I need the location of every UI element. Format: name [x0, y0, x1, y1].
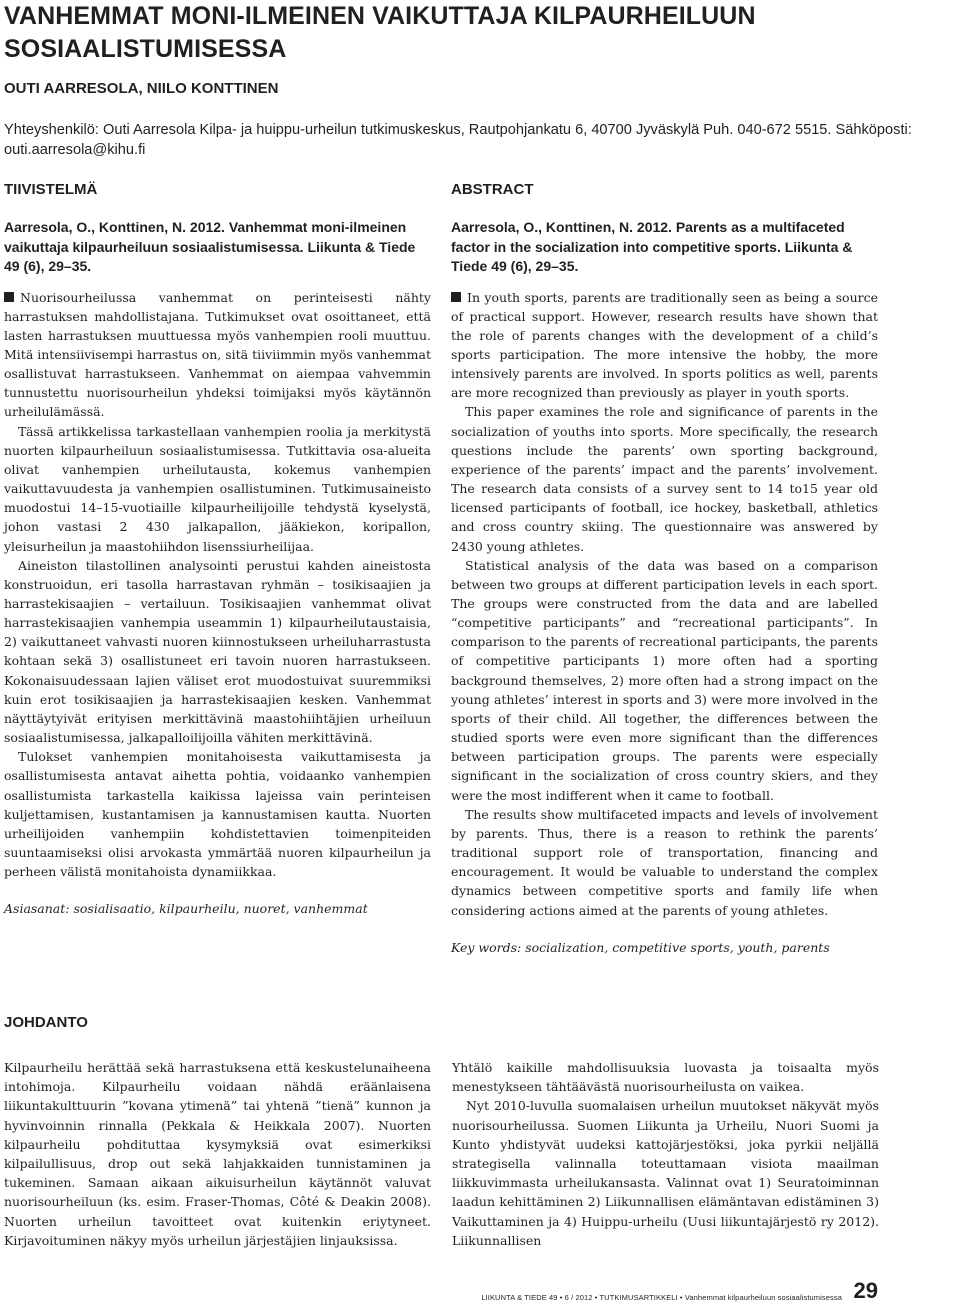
article-title: VANHEMMAT MONI-ILMEINEN VAIKUTTAJA KILPAURHEILUUN SOSIAALISTUMISESSA [4, 2, 756, 63]
abstract-paragraph: This paper examines the role and significance of parents in the socialization of youths into sports. More specifically, the research questions include the parents’ own sporting background, experience of the parents’ impact and the parents’ involvement. The research data consists of a survey sent to 14 to15 year old licensed participants of football, ice hockey, basketball, athletics and cross country skiing. The questionnaire was answered by 2430 young athletes. [451, 404, 878, 554]
tiivistelma-paragraph: Nuorisourheilussa vanhemmat on perinteisesti nähty harrastuksen mahdollistajana. Tutkimukset ovat osoittaneet, että lasten harrastuksen muuttuessa myös vanhempien rooli muuttuu. Mitä intensiivisempi harrastus on, sitä tiiviimmin myös vanhemmat osallistuvat harrastukseen. Vanhemmat on aiempaa vahvemmin tunnustettu nuorisourheilun yhdeksi toimijaksi myös käytännön urheilulämässä. [4, 289, 431, 420]
abstract-citation: Aarresola, O., Konttinen, N. 2012. Parents as a multifaceted factor in the socialization into competitive sports. Liikunta & Tiede 49 (6), 29–35. [451, 219, 853, 274]
tiivistelma-paragraph: Tässä artikkelissa tarkastellaan vanhempien roolia ja merkitystä nuorten kilpaurheiluun sosiaalistumisessa. Tutkittavia osa-alueita olivat vanhempien urheilutausta, kokemus vanhempien vaikuttavuudesta ja vanhempien osallistuminen. Tutkimusaineisto muodostui 14–15-vuotiaille kilpaurheilijoille tehdystä kyselystä, johon vastasi 2 430 jalkapallon, jääkiekon, koripallon, yleisurheilun ja maastohiihdon lisenssiurheilijaa. [4, 423, 431, 554]
johdanto-heading: JOHDANTO [4, 1014, 88, 1031]
abstract-paragraph: In youth sports, parents are traditionally seen as being a source of practical support. However, research results have shown that the role of parents changes with the development of a child’s sports participation. The more intensive the hobby, the more intensively parents are involved. In sports politics as well, parents are more recognized than previously as player in youth sports. [451, 289, 878, 401]
page-number: 29 [853, 1278, 878, 1303]
abstract-paragraph: The results show multifaceted impacts and levels of involvement by parents. Thus, there is a reason to rethink the parents’ traditional support role of transportation, financing and encouragement. It would be valuable to understand the complex dynamics between competitive sports and family life when considering actions aimed at the parents of young athletes. [451, 806, 878, 918]
johdanto-right-column [452, 1058, 879, 1250]
tiivistelma-paragraph: Tulokset vanhempien monitahoisesta vaikuttamisesta ja osallistumisesta antavat aihetta pohtia, voidaanko vanhempien osallistumista tarkastella kaikissa lajeissa vain perinteisen kuljettamisen, kustantamisen ja kannustamisen kautta. Nuorten urheilijoiden vanhempiin kohdistettavien toimenpiteiden suuntaamiseksi olisi arvokasta ymmärtää nuoren kilpaurheilun ja perheen välistä monitahoista dynamiikkaa. [4, 749, 431, 880]
johdanto-left-column [4, 1058, 431, 1250]
authors: OUTI AARRESOLA, NIILO KONTTINEN [4, 80, 279, 97]
tiivistelma-citation: Aarresola, O., Konttinen, N. 2012. Vanhemmat moni-ilmeinen vaikuttaja kilpaurheiluun sosiaalistumisessa. Liikunta & Tiede 49 (6), 29–35. [4, 219, 416, 274]
contact-info: Yhteyshenkilö: Outi Aarresola Kilpa- ja huippu-urheilun tutkimuskeskus, Rautpohjankatu 6, 40700 Jyväskylä Puh. 040-672 5515. Sähköposti: outi.aarresola@kihu.fi [4, 122, 912, 158]
tiivistelma-column [4, 180, 431, 918]
abstract-paragraph: Statistical analysis of the data was based on a comparison between two groups at different participation levels in each sport. The groups were constructed from the data and are labelled “competitive participants” and “recreational participants”. In comparison to the parents of recreational participants, the parents of competitive participants 1) more often had a sporting background themselves, 2) more often had a strong impact on the young athletes’ interest in sports and 3) were more involved in the sports of their child. All together, the differences between the studied sports were even more significant than the differences between participation groups. The parents were especially significant in the socialization of cross country skiers, and they were the most indifferent when it came to football. [451, 557, 878, 803]
tiivistelma-keywords: Asiasanat: sosialisaatio, kilpaurheilu, nuoret, vanhemmat [4, 901, 368, 917]
abstract-keywords: Key words: socialization, competitive sports, youth, parents [451, 939, 830, 955]
johdanto-paragraph: Kilpaurheilu herättää sekä harrastuksena että keskustelunaiheena intohimoja. Kilpaurheilu voidaan nähdä eräänlaisena liikuntakulttuurin ”kovana ytimenä” tai yhtenä ”tienä” kunnon ja hyvinvoinnin rinnalla (Pekkala & Heikkala 2007). Nuorten kilpaurheilu pohdituttaa kysymyksiä ovat esimerkiksi kilpailullisuus, drop out sekä lahjakkaiden tunnistaminen ja tukeminen. Samaan aikaan aikuisurheilun käytännöt valuvat nuorisourheiluun (ks. esim. Fraser-Thomas, Côté & Deakin 2008). Nuorten urheilun tavoitteet ovat kuitenkin eriytyneet. Kirjavoituminen näkyy myös urheilun järjestäjien linjauksissa. [4, 1060, 431, 1248]
abstract-column [451, 180, 878, 957]
bullet-square-icon [451, 292, 461, 302]
running-footer: LIIKUNTA & TIEDE 49 • 6 / 2012 • TUTKIMUSARTIKKELI • Vanhemmat kilpaurheiluun sosiaalistumisessa [481, 1293, 842, 1302]
tiivistelma-heading: TIIVISTELMÄ [4, 181, 98, 198]
bullet-square-icon [4, 292, 14, 302]
johdanto-paragraph: Nyt 2010-luvulla suomalaisen urheilun muutokset näkyvät myös nuorisourheilussa. Suomen Liikunta ja Urheilu, Nuori Suomi ja Kunto yhdistyvät uudeksi kattojärjestöksi, joka pyrkii neljällä strategisella valinnalla toteuttamaan visiota maailman liikkuvimmasta urheilukansasta. Valinnat ovat 1) Seuratoiminnan laadun kehittäminen 2) Liikunnallisen elämäntavan edistäminen 3) Vaikuttaminen ja 4) Huippu-urheilu (Uusi liikuntajärjestö ry 2012). Liikunnallisen [452, 1098, 879, 1248]
tiivistelma-paragraph: Aineiston tilastollinen analysointi perustui kahden aineistosta konstruoidun, eri tasolla harrastavan ryhmän – tosikisaajien ja harrastekisaajien – vertailuun. Tosikisaajien vanhemmat olivat harrastekisaajien vanhempia useammin 1) kilpaurheilutaustaisia, 2) vaikuttaneet vahvasti nuoren kiinnostukseen urheiluharrastusta kohtaan sekä 3) osallistuneet eri tavoin nuoren harrastukseen. Kokonaisuudessaan lajien väliset erot muodostuivat suuremmiksi kuin erot tosikisaajien ja harrastekisaajien kesken. Vanhemmat näyttäytyivät erityisen merkittävinä maastohiihtäjien urheiluun sosiaalistumisessa, jalkapalloilijoilla vähiten merkittävinä. [4, 557, 431, 746]
abstract-heading: ABSTRACT [451, 181, 534, 198]
johdanto-paragraph: Yhtälö kaikille mahdollisuuksia luovasta ja toisaalta myös menestykseen tähtäävästä nuorisourheilusta on vaikea. [452, 1060, 879, 1095]
